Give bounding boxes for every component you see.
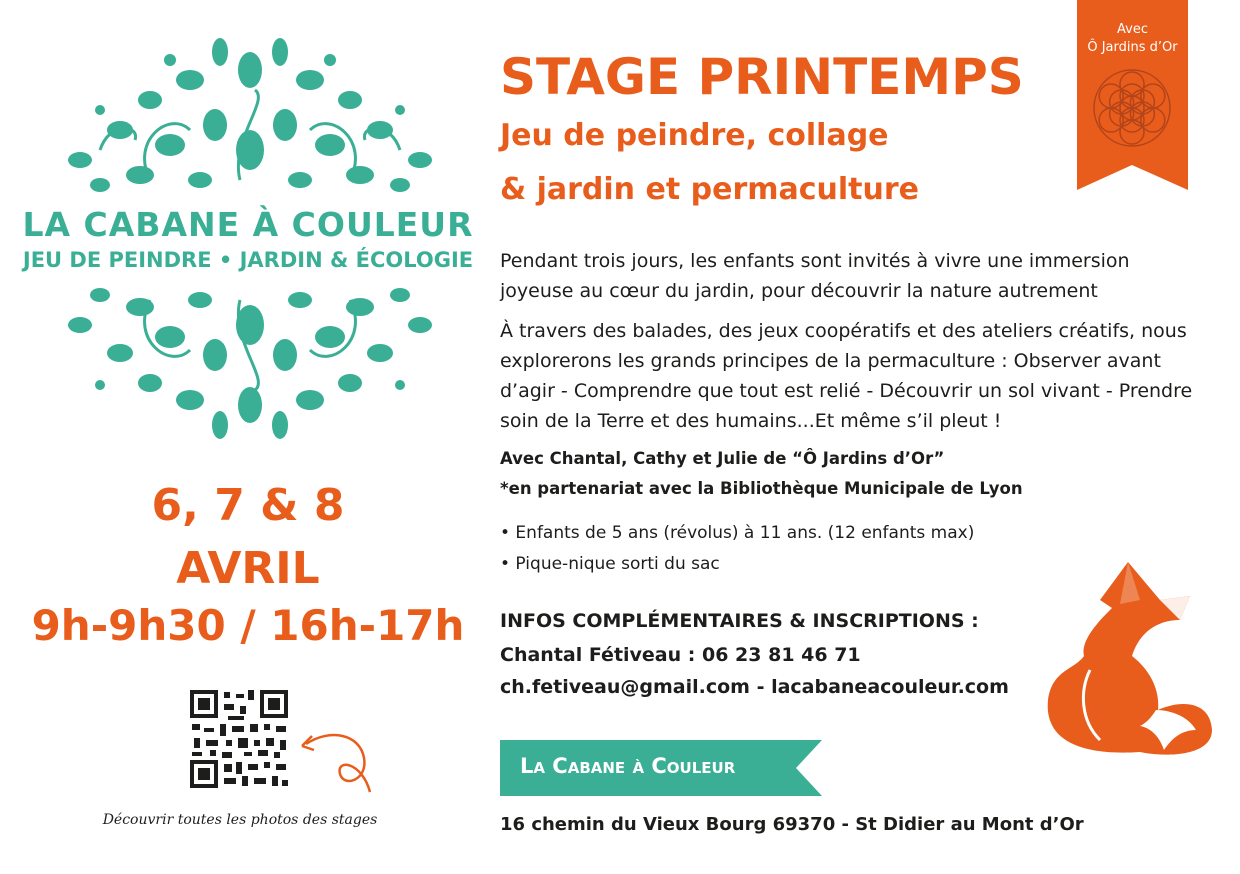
- brand-subtitle: JEU DE PEINDRE • JARDIN & ÉCOLOGIE: [22, 248, 474, 272]
- curly-arrow-icon: [300, 728, 380, 800]
- brand-banner-label: La Cabane à Couleur: [520, 754, 736, 778]
- fox-icon: [1040, 560, 1215, 760]
- main-title: STAGE PRINTEMPS: [500, 48, 1024, 106]
- paragraph-intro: Pendant trois jours, les enfants sont invités à vivre une immersion joyeuse au cœur du jardin, pour découvrir la nature autrement: [500, 250, 1130, 302]
- floral-ornament-bottom: [40, 285, 460, 445]
- ribbon-line-1: Avec: [1117, 22, 1148, 37]
- paragraph-activities: À travers des balades, des jeux coopératifs et des ateliers créatifs, nous explorerons les grands principes de la permaculture : Observer avant d’agir - Comprendre que tout est relié - Découvrir un sol vivant - Prendre soin de la Terre et des humains...Et même s’il pleut !: [500, 320, 1193, 432]
- bullet-picnic: • Pique-nique sorti du sac: [500, 554, 720, 574]
- partnership-note: *en partenariat avec la Bibliothèque Municipale de Lyon: [500, 479, 1023, 498]
- bullet-age: • Enfants de 5 ans (révolus) à 11 ans. (12 enfants max): [500, 523, 975, 543]
- subtitle-line-2: & jardin et permaculture: [500, 172, 920, 207]
- floral-ornament-top: [40, 30, 460, 195]
- date-month: AVRIL: [176, 543, 320, 594]
- subtitle-line-1: Jeu de peindre, collage: [500, 118, 889, 153]
- address: 16 chemin du Vieux Bourg 69370 - St Didier au Mont d’Or: [500, 814, 1084, 835]
- date-days: 6, 7 & 8: [151, 480, 345, 531]
- qr-caption: Découvrir toutes les photos des stages: [102, 812, 378, 828]
- partners-line: Avec Chantal, Cathy et Julie de “Ô Jardins d’Or”: [500, 449, 945, 468]
- contact-heading: INFOS COMPLÉMENTAIRES & INSCRIPTIONS :: [500, 610, 979, 632]
- qr-code-icon[interactable]: [190, 690, 288, 788]
- contact-email-website[interactable]: ch.fetiveau@gmail.com - lacabaneacouleur.com: [500, 676, 1009, 698]
- ribbon-line-2: Ô Jardins d’Or: [1087, 40, 1178, 55]
- brand-title: LA CABANE À COULEUR: [22, 205, 474, 244]
- contact-phone[interactable]: Chantal Fétiveau : 06 23 81 46 71: [500, 644, 861, 666]
- date-hours: 9h-9h30 / 16h-17h: [31, 601, 465, 650]
